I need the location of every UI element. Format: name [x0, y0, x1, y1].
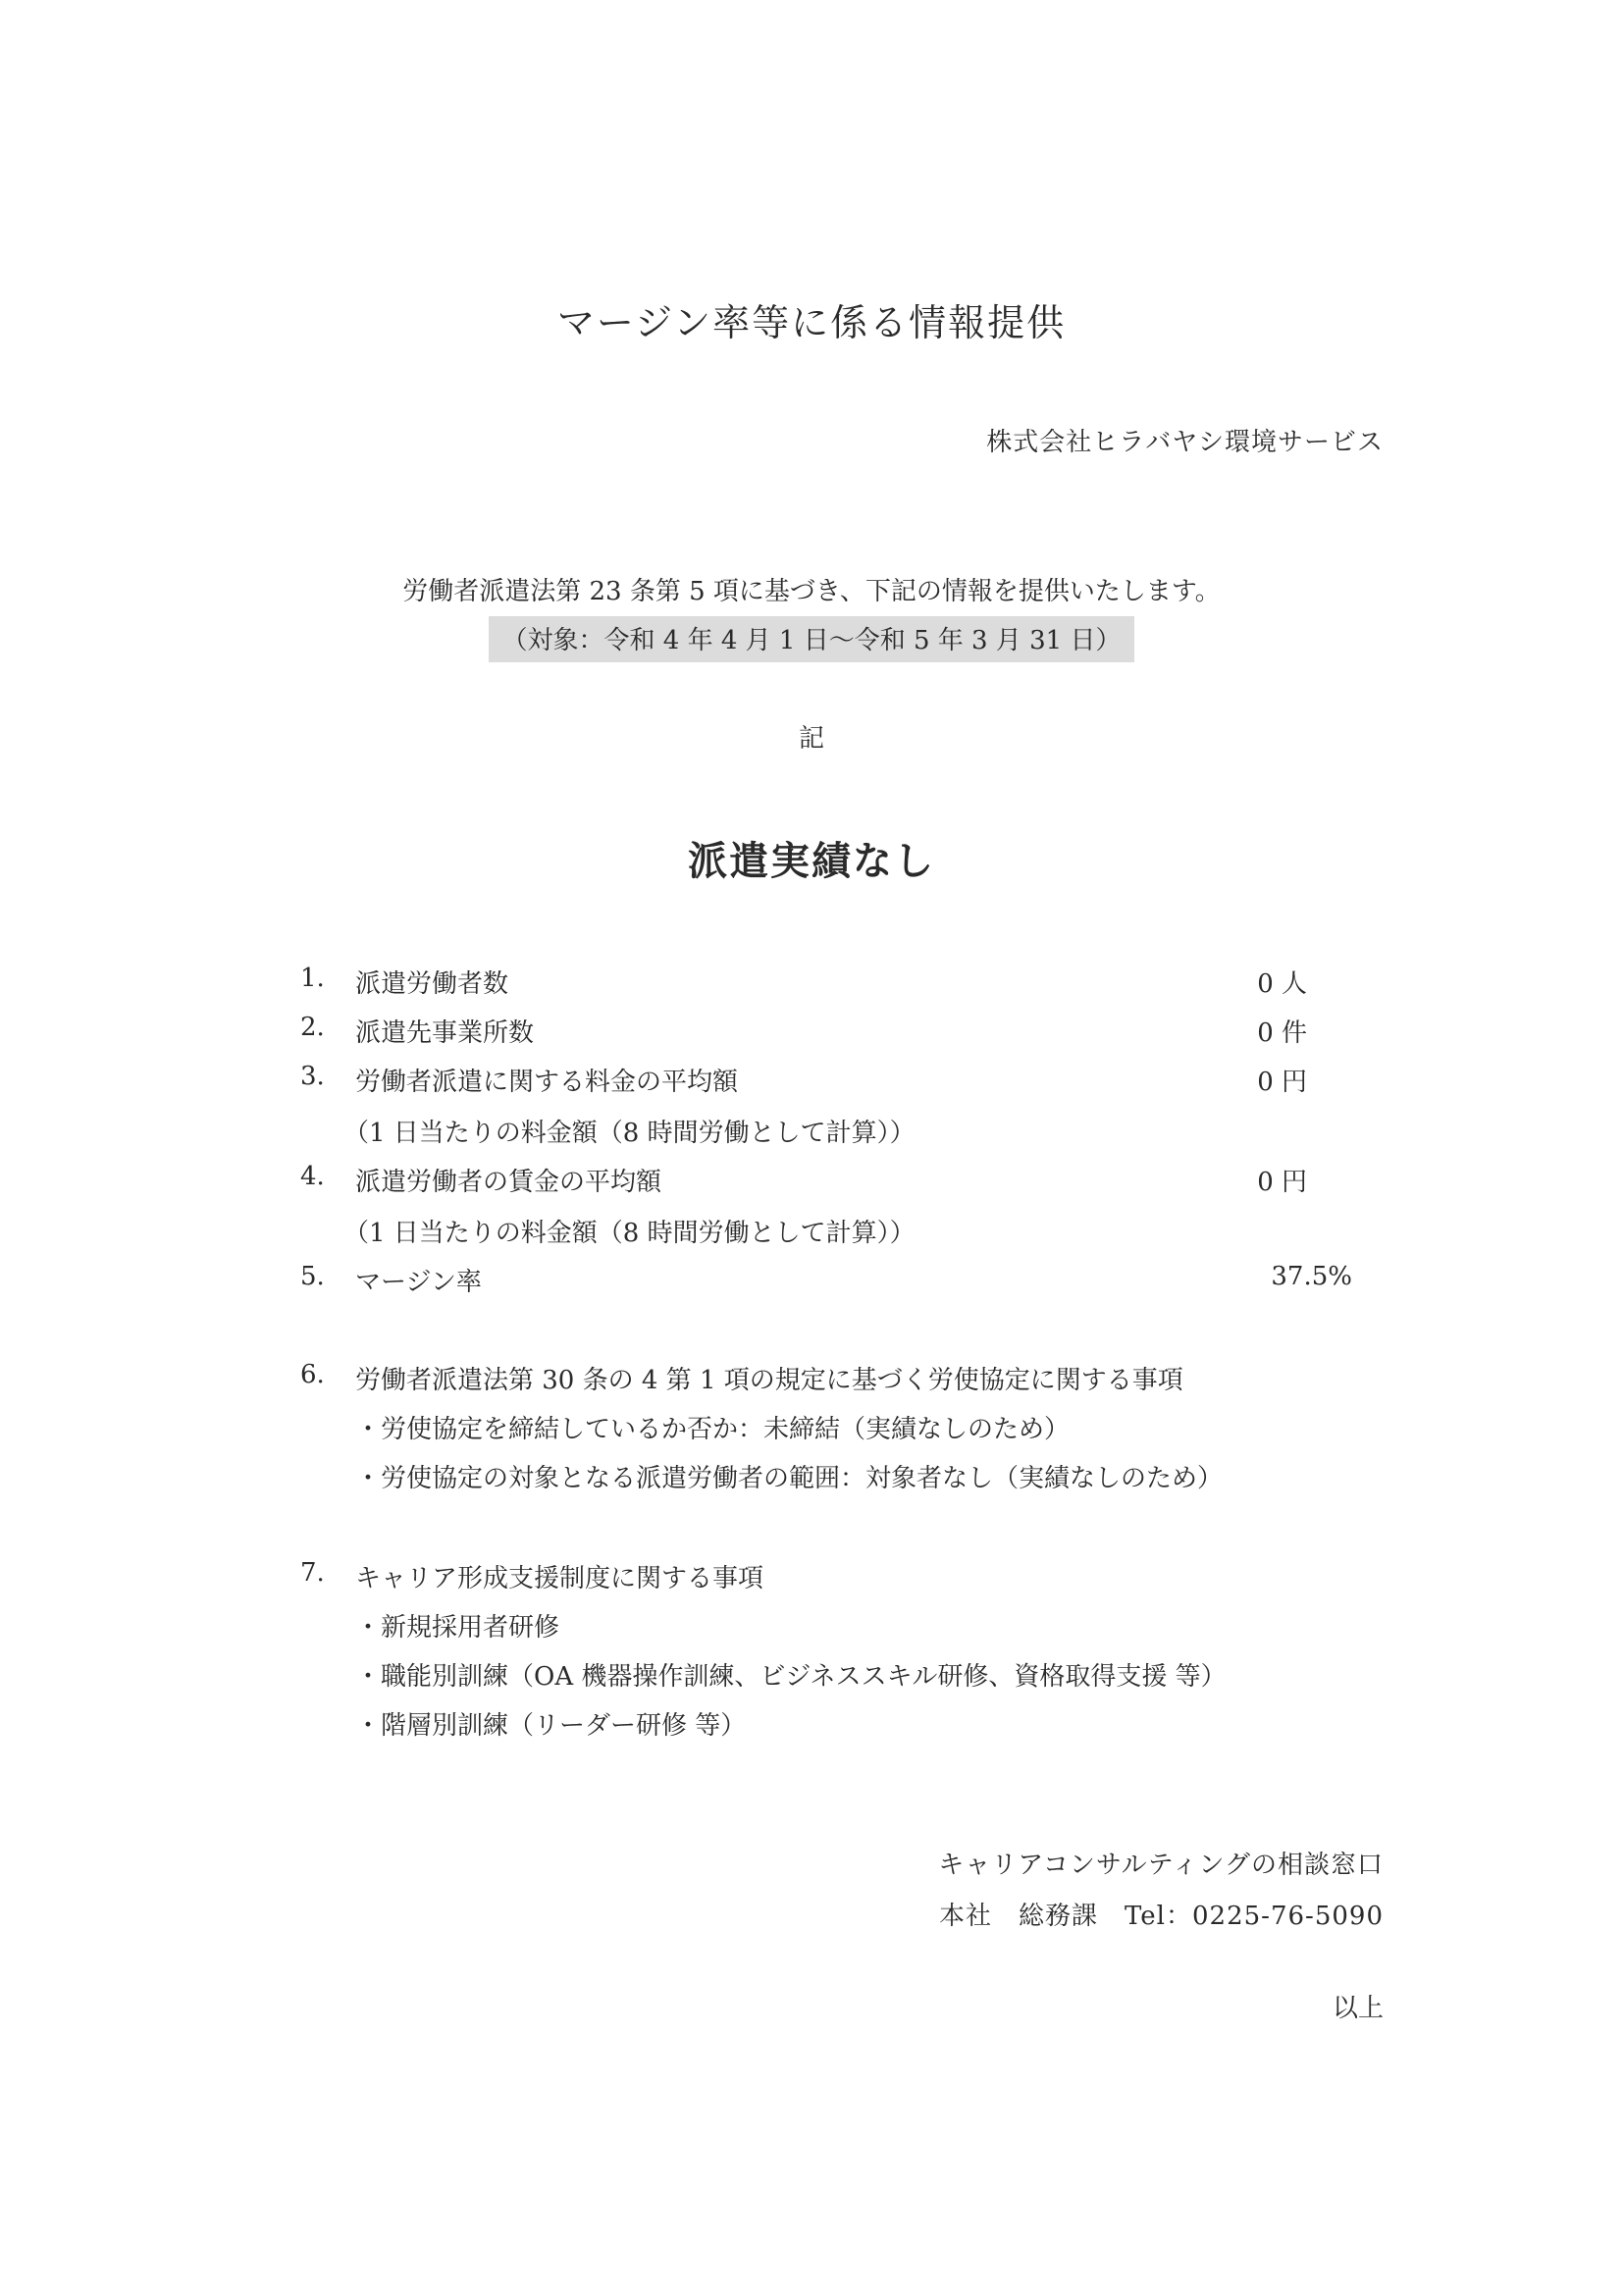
period-container — [0, 616, 1623, 662]
item-value: 0 件 — [1257, 1018, 1307, 1048]
item-number: 2. — [300, 1013, 325, 1042]
item-label: マージン率 — [355, 1268, 482, 1297]
section-label: 労働者派遣法第 30 条の 4 第 1 項の規定に基づく労使協定に関する事項 — [355, 1366, 1183, 1395]
headline-no-dispatch: 派遣実績なし — [688, 838, 935, 884]
item-value: 0 円 — [1257, 1068, 1307, 1097]
section-career-support — [300, 1558, 1362, 1597]
list-item-dispatched-workers — [300, 964, 1362, 1003]
section-labor-agreement — [300, 1360, 1362, 1399]
list-item-margin-rate — [300, 1262, 1362, 1301]
item-value: 0 人 — [1257, 969, 1307, 999]
document-title: マージン率等に係る情報提供 — [556, 301, 1067, 344]
closing-mark: 以上 — [1332, 1994, 1384, 2023]
contact-window-title: キャリアコンサルティングの相談窓口 — [938, 1851, 1384, 1880]
bullet-item: ・労使協定の対象となる派遣労働者の範囲：対象者なし（実績なしのため） — [355, 1464, 1224, 1493]
list-item-client-offices — [300, 1013, 1362, 1052]
item-number: 6. — [300, 1360, 325, 1389]
item-subnote: （1 日当たりの料金額（8 時間労働として計算）） — [343, 1119, 916, 1148]
section-label: キャリア形成支援制度に関する事項 — [355, 1564, 764, 1593]
item-number: 7. — [300, 1558, 325, 1588]
bullet-item: ・労使協定を締結しているか否か：未締結（実績なしのため） — [355, 1415, 1071, 1444]
item-number: 3. — [300, 1062, 325, 1091]
ki-mark: 記 — [798, 724, 824, 754]
contact-phone: 本社 総務課 Tel：0225-76-5090 — [938, 1902, 1384, 1931]
item-label: 派遣労働者の賃金の平均額 — [355, 1168, 662, 1197]
item-subnote: （1 日当たりの料金額（8 時間労働として計算）） — [343, 1219, 916, 1248]
bullet-item: ・階層別訓練（リーダー研修 等） — [355, 1711, 747, 1741]
bullet-item: ・職能別訓練（OA 機器操作訓練、ビジネススキル研修、資格取得支援 等） — [355, 1662, 1227, 1692]
item-label: 労働者派遣に関する料金の平均額 — [355, 1068, 739, 1097]
item-label: 派遣先事業所数 — [355, 1018, 535, 1048]
company-name: 株式会社ヒラバヤシ環境サービス — [986, 428, 1384, 457]
item-label: 派遣労働者数 — [355, 969, 509, 999]
item-number: 5. — [300, 1262, 325, 1291]
target-period: （対象：令和 4 年 4 月 1 日～令和 5 年 3 月 31 日） — [489, 616, 1135, 662]
item-number: 1. — [300, 964, 325, 993]
bullet-item: ・新規採用者研修 — [355, 1613, 560, 1643]
item-value: 37.5% — [1271, 1262, 1352, 1291]
intro-text: 労働者派遣法第 23 条第 5 項に基づき、下記の情報を提供いたします。 — [402, 577, 1221, 606]
list-item-average-wage — [300, 1162, 1362, 1201]
item-value: 0 円 — [1257, 1168, 1307, 1197]
list-item-average-fee — [300, 1062, 1362, 1101]
item-number: 4. — [300, 1162, 325, 1191]
